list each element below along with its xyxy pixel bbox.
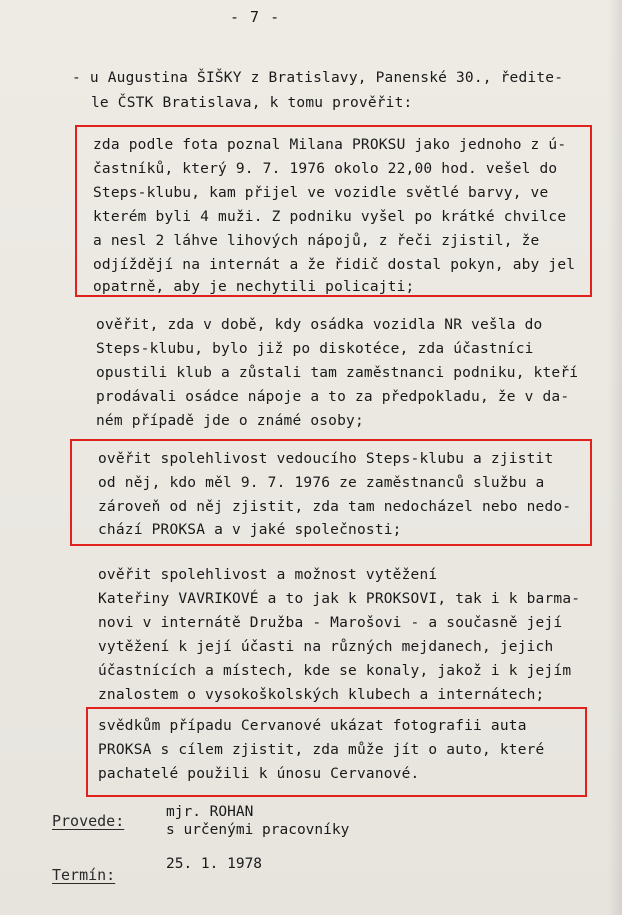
page-number: - 7 - — [230, 8, 281, 26]
para1-line: Steps-klubu, kam přijel ve vozidle světlé barvy, ve — [93, 185, 549, 201]
provede-label: Provede: — [52, 812, 125, 830]
para4-line: znalostem o vysokoškolských klubech a internátech; — [98, 687, 545, 703]
para4-line: Kateřiny VAVRIKOVÉ a to jak k PROKSOVI, tak i k barma- — [98, 591, 581, 607]
page-edge-shadow — [608, 0, 622, 915]
para1-line: opatrně, aby je nechytili policajti; — [93, 279, 415, 295]
para1-line: kterém byli 4 muži. Z podniku vyšel po krátké chvilce — [93, 209, 567, 225]
para3-line: chází PROKSA a v jaké společnosti; — [98, 522, 402, 538]
para2-line: ověřit, zda v době, kdy osádka vozidla NR vešla do — [96, 317, 543, 333]
para1-line: častníků, který 9. 7. 1976 okolo 22,00 hod. vešel do — [93, 161, 558, 177]
para4-line: účastnících a místech, kde se konaly, jakož i k jejím — [98, 663, 572, 679]
para3-line: od něj, kdo měl 9. 7. 1976 ze zaměstnanců službu a — [98, 475, 545, 491]
para5-line: pachatelé použili k únosu Cervanové. — [98, 766, 420, 782]
para3-line: ověřit spolehlivost vedoucího Steps-klubu a zjistit — [98, 451, 554, 467]
para1-line: odjíždějí na internát a že řidič dostal pokyn, aby jel — [93, 257, 576, 273]
para2-line: ném případě jde o známé osoby; — [96, 413, 364, 429]
para5-line: PROKSA s cílem zjistit, zda může jít o auto, které — [98, 742, 545, 758]
para2-line: prodávali osádce nápoje a to za předpokladu, že v da- — [96, 389, 570, 405]
para4-line: vytěžení k její účasti na různých mejdanech, jejich — [98, 639, 554, 655]
para1-line: a nesl 2 láhve lihových nápojů, z řeči zjistil, že — [93, 233, 540, 249]
para2-line: Steps-klubu, bylo již po diskotéce, zda účastníci — [96, 341, 534, 357]
provede-value-2: s určenými pracovníky — [166, 822, 350, 838]
para4-line: novi v internátě Družba - Marošovi - a současně její — [98, 615, 563, 631]
para5-line: svědkům případu Cervanové ukázat fotografii auta — [98, 718, 527, 734]
para2-line: opustili klub a zůstali tam zaměstnanci podniku, kteří — [96, 365, 579, 381]
para4-line: ověřit spolehlivost a možnost vytěžení — [98, 567, 438, 583]
para3-line: zároveň od něj zjistit, zda tam nedocházel nebo nedo- — [98, 499, 572, 515]
provede-value-1: mjr. ROHAN — [166, 804, 254, 820]
intro-line-2: le ČSTK Bratislava, k tomu prověřit: — [91, 95, 413, 111]
intro-line-1: - u Augustina ŠIŠKY z Bratislavy, Panenské 30., ředite- — [72, 70, 564, 86]
termin-label: Termín: — [52, 866, 116, 884]
termin-value: 25. 1. 1978 — [166, 856, 263, 872]
para1-line: zda podle fota poznal Milana PROKSU jako jednoho z ú- — [93, 137, 567, 153]
